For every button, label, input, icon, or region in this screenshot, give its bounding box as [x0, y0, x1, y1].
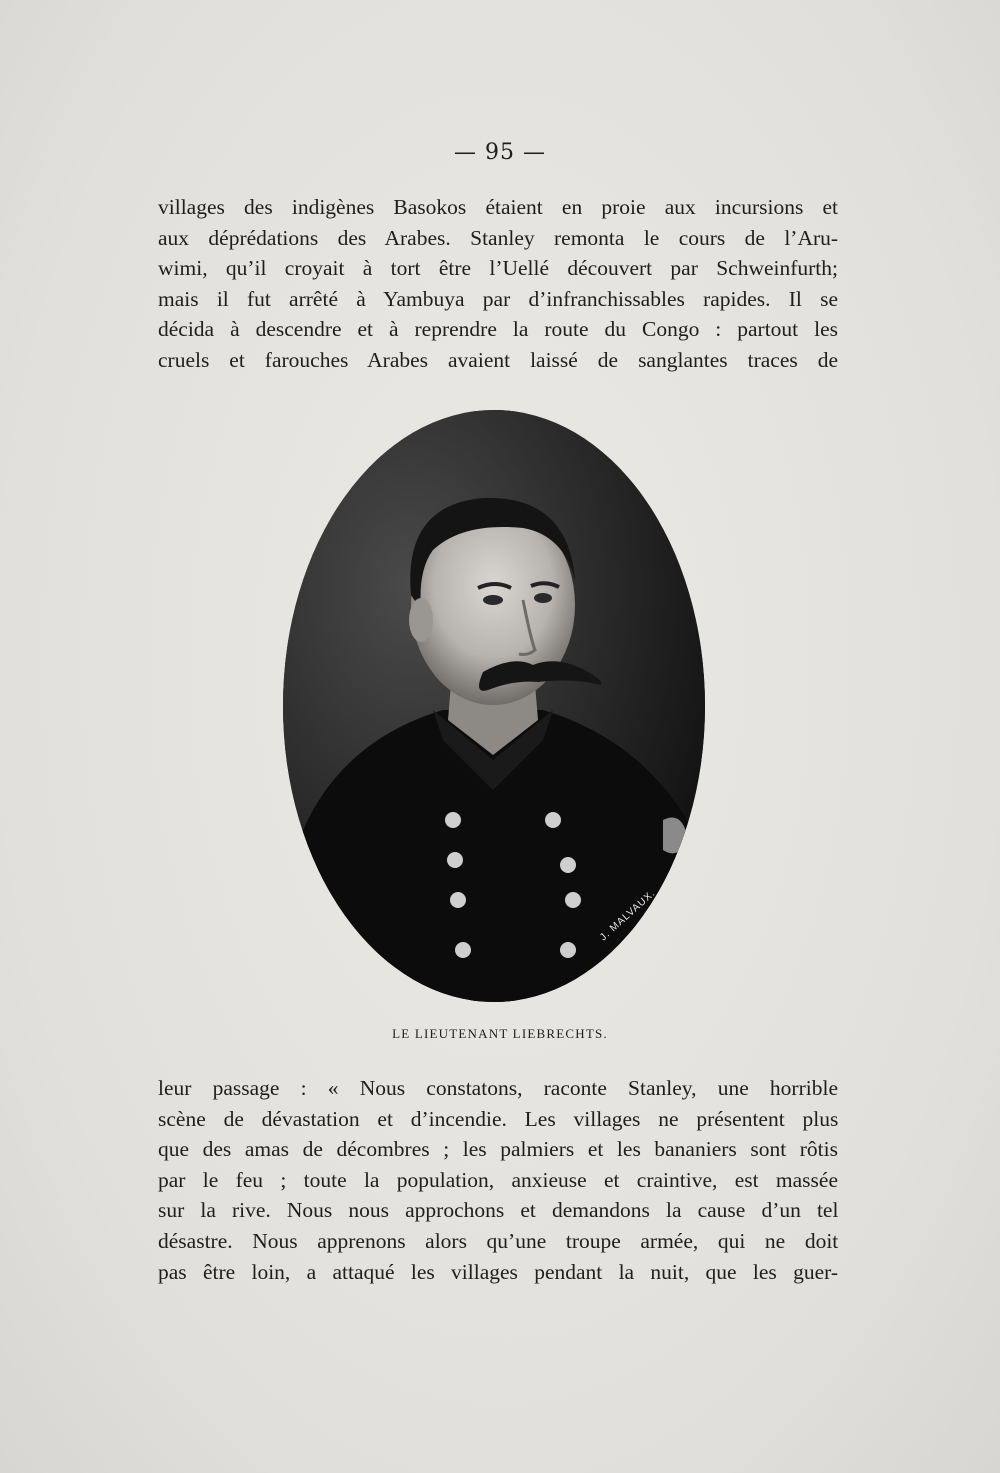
- figure-caption: LE LIEUTENANT LIEBRECHTS.: [392, 1026, 608, 1041]
- text-line: pas être loin, a attaqué les villages pendant la nuit, que les guer-: [158, 1259, 838, 1284]
- text-line: par le feu ; toute la population, anxieuse et craintive, est massée: [158, 1167, 838, 1192]
- text-line: aux déprédations des Arabes. Stanley remonta le cours de l’Aru-: [158, 225, 839, 250]
- portrait-oval: [283, 410, 705, 1002]
- text-line: sur la rive. Nous nous approchons et demandons la cause d’un tel: [158, 1198, 839, 1223]
- text-line: que des amas de décombres ; les palmiers et les bananiers sont rôtis: [158, 1137, 838, 1162]
- portrait-illustration: [283, 410, 705, 1002]
- paragraph-bottom: [158, 1073, 838, 1287]
- paragraph-top: [158, 192, 838, 376]
- text-line: décida à descendre et à reprendre la route du Congo : partout les: [158, 317, 838, 342]
- text-line: cruels et farouches Arabes avaient laissé de sanglantes traces de: [158, 347, 838, 372]
- text-line: leur passage : « Nous constatons, raconte Stanley, une horrible: [158, 1076, 838, 1100]
- text-line: villages des indigènes Basokos étaient en proie aux incursions et: [158, 195, 838, 219]
- page-number: — 95 —: [454, 140, 546, 165]
- text-line: désastre. Nous apprenons alors qu’une troupe armée, qui ne doit: [158, 1228, 839, 1253]
- engraver-signature: J. MALVAUX.: [598, 887, 658, 944]
- text-line: scène de dévastation et d’incendie. Les villages ne présentent plus: [158, 1106, 839, 1131]
- text-line: mais il fut arrêté à Yambuya par d’infranchissables rapides. Il se: [158, 286, 838, 311]
- text-line: wimi, qu’il croyait à tort être l’Uellé découvert par Schweinfurth;: [158, 256, 838, 281]
